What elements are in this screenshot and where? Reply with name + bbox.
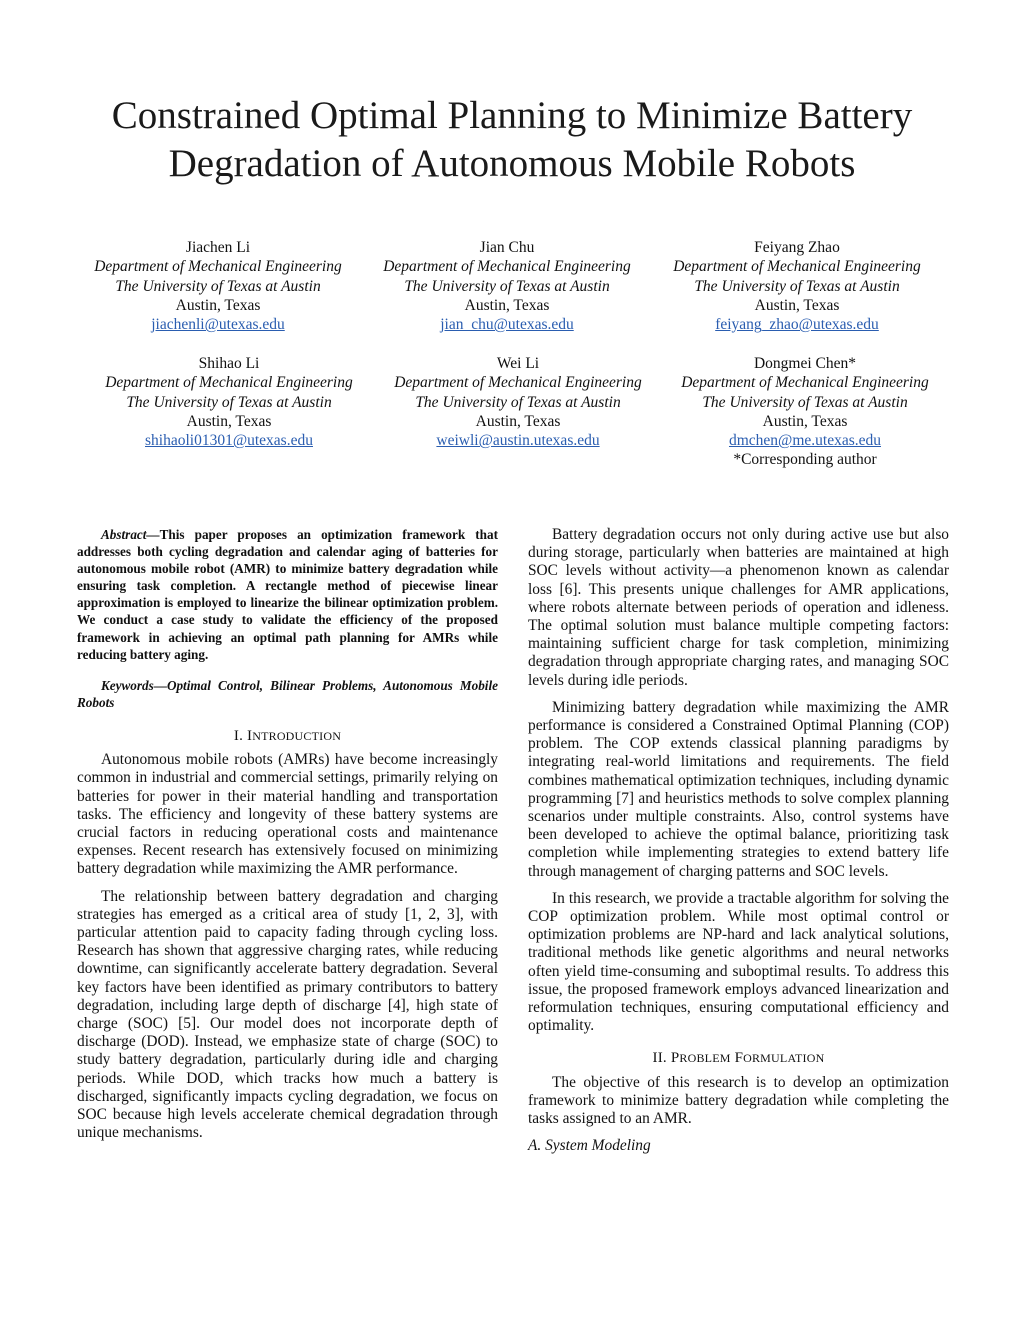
author-6 <box>655 354 955 470</box>
author-dept: Department of Mechanical Engineering <box>681 374 929 392</box>
author-name: Feiyang Zhao <box>754 239 840 256</box>
author-univ: The University of Texas at Austin <box>702 393 908 411</box>
author-dept: Department of Mechanical Engineering <box>94 258 342 276</box>
author-email-link[interactable]: shihaoli01301@utexas.edu <box>145 432 313 450</box>
section-number: II. <box>652 1050 667 1067</box>
right-paragraph-2: Minimizing battery degradation while maximizing the AMR performance is considered a Constrained Optimal Planning (COP) problem. The COP extends classical planning paradigms by integrating real-world limitations and requirements. The field combines mathematical optimization techniques, including dynamic programming [7] and heuristics methods to solve complex planning scenarios under multiple constraints. Also, control systems have been developed to achieve the optimal balance, prioritizing task completion while implementing strategies to extend battery life through management of charging patterns and SOC levels. <box>528 698 949 880</box>
author-email-link[interactable]: jiachenli@utexas.edu <box>151 316 285 334</box>
problem-paragraph-1: The objective of this research is to develop an optimization framework to minimize battery degradation while completing the tasks assigned to an AMR. <box>528 1073 949 1128</box>
section-title-rest-2: ORMULATION <box>743 1051 825 1066</box>
left-column <box>77 526 498 1151</box>
author-univ: The University of Texas at Austin <box>404 277 610 295</box>
author-4 <box>79 354 379 450</box>
intro-paragraph-1: Autonomous mobile robots (AMRs) have become increasingly common in industrial and commercial settings, primarily relying on batteries for power in their material handling and transportation tasks. The efficiency and longevity of these battery systems are crucial factors in reducing operational costs and maintenance expenses. Recent research has extensively focused on minimizing battery degradation while maximizing the AMR performance. <box>77 751 498 878</box>
section-number: I. <box>233 727 244 744</box>
title-line-1: Constrained Optimal Planning to Minimize Battery <box>111 94 913 137</box>
right-paragraph-3: In this research, we provide a tractable algorithm for solving the COP optimization problem. While most optimal control or optimization problems are NP-hard and lack analytical solutions, traditional methods like genetic algorithms and neural networks often yield time-consuming and suboptimal results. To address this issue, the proposed framework employs advanced linearization and reformulation techniques, ensuring computational efficiency and optimality. <box>528 889 949 1035</box>
author-city: Austin, Texas <box>754 296 840 314</box>
author-city: Austin, Texas <box>464 296 550 314</box>
abstract-lead: Abstract— <box>101 527 160 542</box>
author-5 <box>368 354 668 450</box>
author-email-link[interactable]: feiyang_zhao@utexas.edu <box>715 316 879 334</box>
intro-paragraph-2: The relationship between battery degradation and charging strategies has emerged as a critical area of study [1, 2, 3], with particular attention paid to capacity fading through cycling loss. Research has shown that aggressive charging rates, while reducing downtime, can significantly accelerate battery degradation. Several key factors have been identified as primary contributors to battery degradation, including large depth of discharge [4], high state of charge (SOC) [5]. Our model does not incorporate depth of discharge (DOD). Instead, we emphasize state of charge (SOC) to study battery degradation, particularly during idle and charging periods. While DOD, which tracks how much a battery is discharged, significantly impacts cycling degradation, we focus on SOC because high levels accelerate chemical degradation through unique mechanisms. <box>77 887 498 1142</box>
author-dept: Department of Mechanical Engineering <box>673 258 921 276</box>
section-title-initial: P <box>670 1050 680 1067</box>
author-name: Dongmei Chen* <box>753 355 857 372</box>
author-city: Austin, Texas <box>762 412 848 430</box>
author-name: Wei Li <box>496 355 540 372</box>
section-title-rest: NTRODUCTION <box>252 728 342 743</box>
author-2 <box>357 238 657 334</box>
author-city: Austin, Texas <box>475 412 561 430</box>
author-email-link[interactable]: weiwli@austin.utexas.edu <box>436 432 600 450</box>
author-email-link[interactable]: jian_chu@utexas.edu <box>440 316 574 334</box>
subsection-heading-system-modeling: A. System Modeling <box>528 1137 651 1155</box>
author-city: Austin, Texas <box>186 412 272 430</box>
author-city: Austin, Texas <box>175 296 261 314</box>
paper-title <box>40 92 984 188</box>
section-title-rest: ROBLEM <box>679 1051 731 1066</box>
abstract <box>77 526 498 663</box>
section-title-initial: I <box>247 727 253 744</box>
author-univ: The University of Texas at Austin <box>694 277 900 295</box>
section-heading-introduction <box>77 727 498 745</box>
author-1 <box>68 238 368 334</box>
keywords <box>77 677 498 711</box>
author-name: Shihao Li <box>198 355 260 372</box>
author-dept: Department of Mechanical Engineering <box>383 258 631 276</box>
keywords-lead: Keywords— <box>101 677 167 693</box>
author-univ: The University of Texas at Austin <box>115 277 321 295</box>
author-dept: Department of Mechanical Engineering <box>105 374 353 392</box>
right-column <box>528 526 949 1156</box>
section-heading-problem-formulation <box>528 1049 949 1067</box>
author-name: Jiachen Li <box>185 239 251 256</box>
abstract-text: This paper proposes an optimization framework that addresses both cycling degradation and calendar aging of batteries for autonomous mobile robot (AMR) to minimize battery degradation while ensuring task completion. A rectangle method of piecewise linear approximation is employed to linearize the bilinear optimization problem. We conduct a case study to validate the efficiency of the proposed framework in achieving an optimal path planning for AMRs while reducing battery aging. <box>77 527 498 662</box>
author-univ: The University of Texas at Austin <box>126 393 332 411</box>
author-email-link[interactable]: dmchen@me.utexas.edu <box>728 432 881 450</box>
author-univ: The University of Texas at Austin <box>415 393 621 411</box>
title-line-2: Degradation of Autonomous Mobile Robots <box>168 142 856 185</box>
corresponding-author-note: *Corresponding author <box>733 451 877 469</box>
author-name: Jian Chu <box>479 239 535 256</box>
author-dept: Department of Mechanical Engineering <box>394 374 642 392</box>
author-3 <box>647 238 947 334</box>
section-title-initial-2: F <box>734 1050 744 1067</box>
keywords-text: Optimal Control, Bilinear Problems, Autonomous Mobile Robots <box>77 677 498 710</box>
right-paragraph-1: Battery degradation occurs not only during active use but also during storage, particularly when batteries are maintained at high SOC levels without activity—a phenomenon known as calendar loss [6]. This presents unique challenges for AMR applications, where robots alternate between periods of operation and idleness. The optimal solution must balance multiple competing factors: maintaining sufficient charge for task completion, minimizing degradation through appropriate charging rates, and managing SOC levels during idle periods. <box>528 526 949 689</box>
